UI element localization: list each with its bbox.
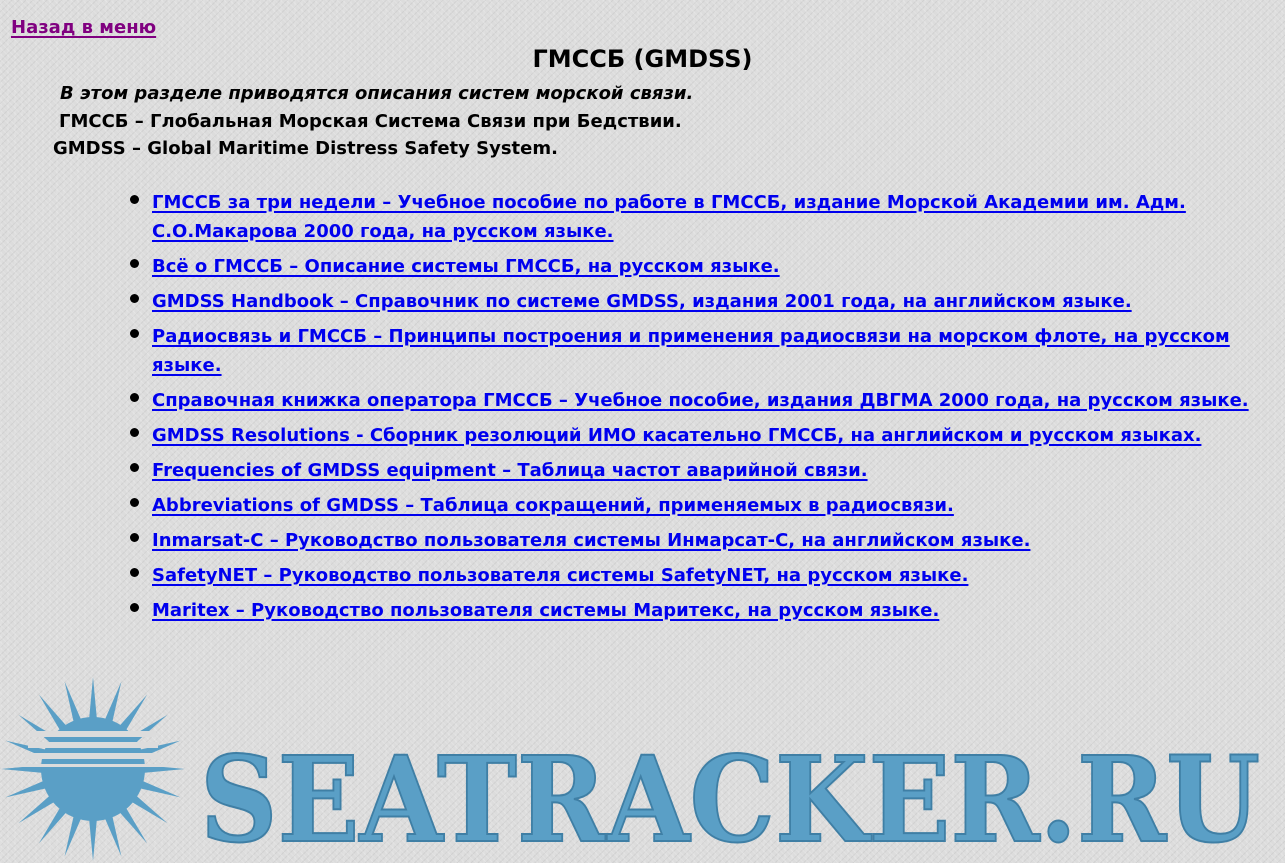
sun-over-sea-icon [0, 677, 190, 861]
sun-ray [89, 817, 97, 861]
bullet-icon [130, 533, 139, 542]
sun-ray [6, 780, 49, 798]
intro-gmdss-definition: GMDSS – Global Maritime Distress Safety System. [53, 138, 558, 159]
list-item [128, 322, 1278, 380]
link-operator-reference-book[interactable]: Справочная книжка оператора ГМССБ – Учебное пособие, издания ДВГМА 2000 года, на русском языке. [152, 390, 1249, 411]
bullet-icon [130, 259, 139, 268]
bullet-icon [130, 393, 139, 402]
list-item [128, 596, 1278, 625]
list-item [128, 386, 1278, 415]
link-gmdss-frequencies[interactable]: Frequencies of GMDSS equipment – Таблица частот аварийной связи. [152, 460, 868, 481]
link-all-about-gmssb[interactable]: Всё о ГМССБ – Описание системы ГМССБ, на русском языке. [152, 256, 780, 277]
list-item [128, 561, 1278, 590]
seatracker-logo [0, 676, 1285, 863]
bullet-icon [130, 498, 139, 507]
link-maritex[interactable]: Maritex – Руководство пользователя системы Маритекс, на русском языке. [152, 600, 940, 621]
link-gmdss-resolutions[interactable]: GMDSS Resolutions - Сборник резолюций ИМО касательно ГМССБ, на английском и русском языках. [152, 425, 1202, 446]
list-item [128, 491, 1278, 520]
link-gmssb-three-weeks[interactable]: ГМССБ за три недели – Учебное пособие по работе в ГМССБ, издание Морской Академии им. Адм. С.О.Макарова 2000 года, на русском языке. [152, 192, 1186, 242]
bullet-icon [130, 428, 139, 437]
sun-ray [65, 813, 83, 856]
sun-ray [65, 682, 83, 725]
list-item [128, 421, 1278, 450]
list-item [128, 188, 1278, 246]
sun-ray [137, 780, 180, 798]
sun-ray [89, 677, 97, 721]
bullet-icon [130, 603, 139, 612]
bullet-icon [130, 294, 139, 303]
document-link-list [128, 188, 1278, 631]
list-item [128, 456, 1278, 485]
intro-gmssb-definition: ГМССБ – Глобальная Морская Система Связи при Бедствии. [59, 111, 682, 132]
list-item [128, 287, 1278, 316]
bullet-icon [130, 195, 139, 204]
bullet-icon [130, 568, 139, 577]
link-gmdss-handbook[interactable]: GMDSS Handbook – Справочник по системе GMDSS, издания 2001 года, на английском языке. [152, 291, 1132, 312]
list-item [128, 252, 1278, 281]
link-inmarsat-c[interactable]: Inmarsat-C – Руководство пользователя системы Инмарсат-С, на английском языке. [152, 530, 1031, 551]
list-item [128, 526, 1278, 555]
bullet-icon [130, 463, 139, 472]
link-gmdss-abbreviations[interactable]: Abbreviations of GMDSS – Таблица сокращений, применяемых в радиосвязи. [152, 495, 954, 516]
link-safetynet[interactable]: SafetyNET – Руководство пользователя системы SafetyNET, на русском языке. [152, 565, 969, 586]
sun-ray [104, 682, 122, 725]
link-radio-and-gmssb[interactable]: Радиосвязь и ГМССБ – Принципы построения и применения радиосвязи на морском флоте, на русском языке. [152, 326, 1230, 376]
back-to-menu-link[interactable]: Назад в меню [11, 17, 157, 38]
bullet-icon [130, 329, 139, 338]
intro-description: В этом разделе приводятся описания систем морской связи. [60, 83, 694, 104]
sun-ray [104, 813, 122, 856]
logo-text: SEATRACKER.RU [200, 730, 1260, 863]
page-title: ГМССБ (GMDSS) [532, 45, 753, 73]
